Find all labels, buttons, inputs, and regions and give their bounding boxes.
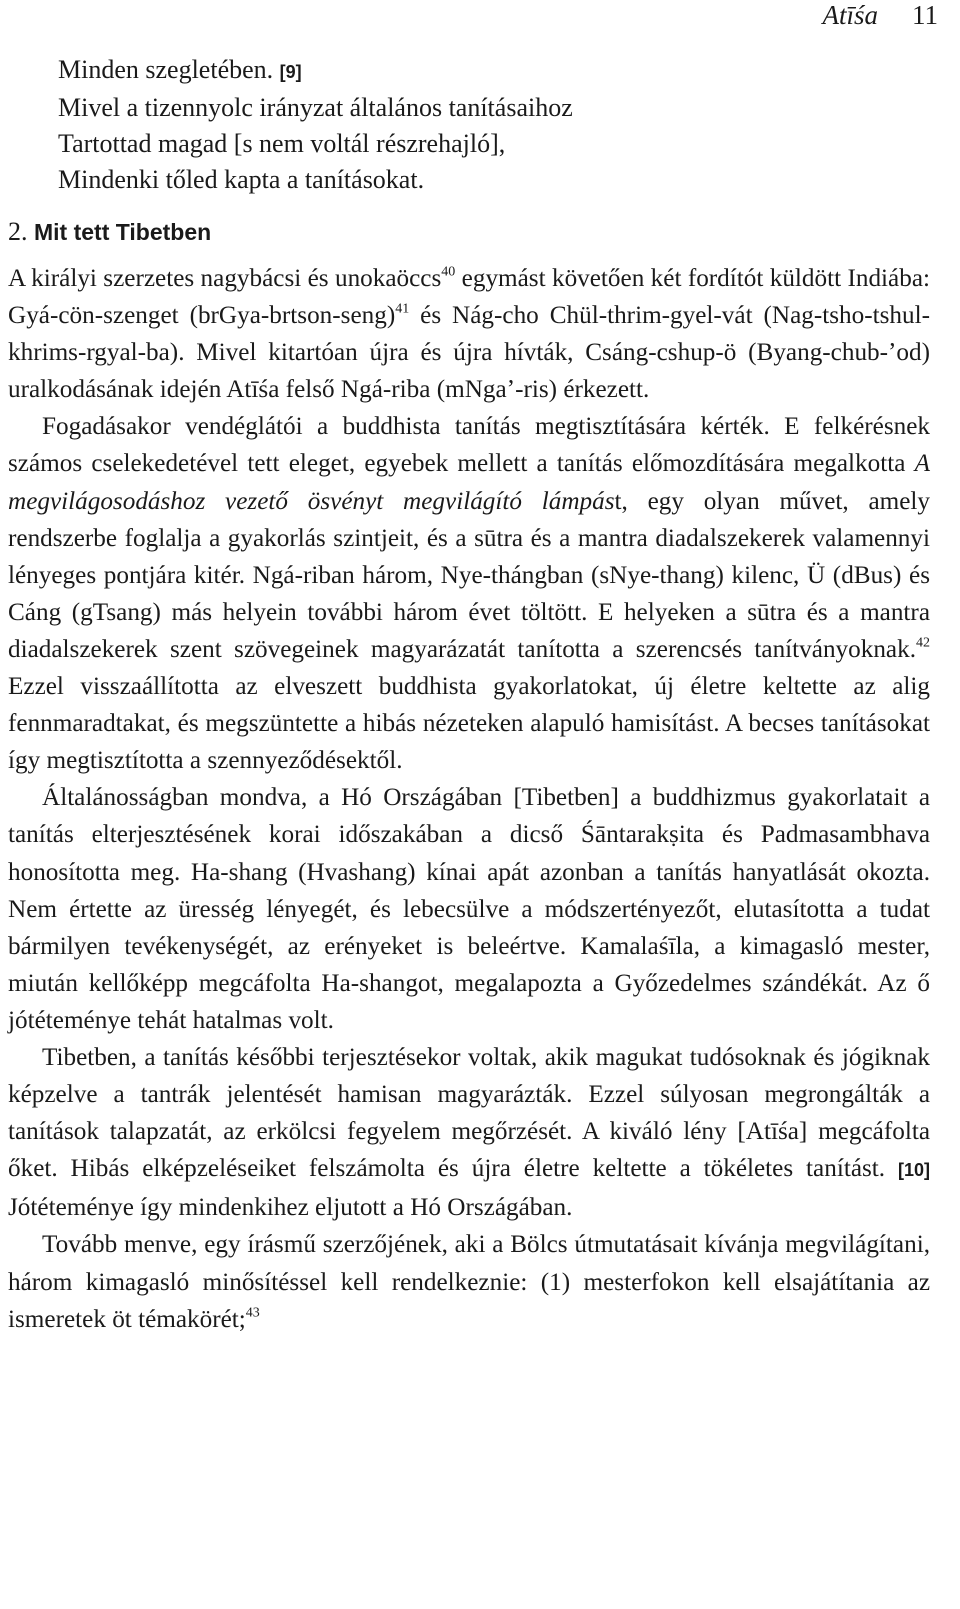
text-run: Jótéteménye így mindenkihez eljutott a Hó Országában. [8,1194,573,1222]
text-run: A királyi szerzetes nagybácsi és unokaöccs [8,265,442,292]
paragraph [8,1226,930,1337]
page-number: 11 [912,0,938,30]
running-head-title: Atīśa [822,0,878,30]
paragraph: Általánosságban mondva, a Hó Országában [Tibetben] a buddhizmus gyakorlatait a tanítás elterjesztésének korai időszakában a dicső Śāntarakṣita és Padmasambhava honosította meg. Ha-shang (Hvashang) kínai apát azonban a tanítás hanyatlását okozta. Nem értette az üresség lényegét, és lebecsülve a módszertényezőt, elutasította a tudat bármilyen tevékenységét, az erényeket is beleértve. Kamalaśīla, a kimagasló mester, miután kellőképp megcáfolta Ha-shangot, megalapozta a Győzedelmes szándékát. Az ő jótéteménye tehát hatalmas volt. [8,784,930,1034]
footnote-ref: 41 [395,301,410,317]
section-heading [8,214,908,250]
section-number: 2. [8,217,28,246]
text-run: Fogadásakor vendéglátói a buddhista tanítás megtisztítására kérték. E felkérésnek számos cselekedetével tett eleget, egyebek mellett a tanítás előmozdítására megalkotta [8,413,930,478]
footnote-ref: 42 [916,635,930,651]
text-run: Tibetben, a tanítás későbbi terjesztésekor voltak, akik magukat tudósoknak és jógiknak képzelve a tantrák jelentését hamisan magyarázták. Ezzel súlyosan megrongálták a tanítások talapzatát, az erkölcsi fegyelem megőrzését. A kiváló lény [Atīśa] megcáfolta őket. Hibás elképzeléseiket felszámolta és újra életre keltette a tökéletes tanítást. [8,1043,930,1183]
verse-line-text: Minden szegletében. [58,55,280,84]
paragraph [8,408,930,779]
text-run: és Nág-cho Chül-thrim-gyel-vát (Nag-tsho-tshul-khrims-rgyal-ba). Mivel kitartóan újra és újra hívták, Csáng-cshup-ö (Byang-chub-ʼod) uralkodásának idején Atīśa felső Ngá-riba (mNgaʼ-ris) érkezett. [8,302,930,404]
work-title: A megvilágosodáshoz vezető ösvényt megvilágító lámpás [8,450,930,515]
paragraph [8,260,930,408]
section-title: Mit tett Tibetben [34,219,212,245]
running-head [822,0,938,30]
text-run: t, egy olyan művet, amely rendszerbe foglalja a gyakorlás szintjeit, és a sūtra és a mantra diadalszekerek valamennyi lényeges pontjára kitér. Ngá-riban három, Nye-thángban (sNye-thang) kilenc, Ü (dBus) és Cáng (gTsang) más helyein további három évet töltött. E helyeken a sūtra és a mantra diadalszekerek szent szövegeinek magyarázatát tanította a szerencsés tanítványoknak. [8,487,931,663]
verse-line [58,52,918,90]
text-run: Ezzel visszaállította az elveszett buddhista gyakorlatokat, új életre keltette az alig fennmaradtakat, és megszüntette a hibás nézeteken alapuló hamisítást. A becses tanításokat így megtisztította a szennyeződésektől. [8,673,930,775]
paragraph [8,1039,930,1226]
page-marker: [9] [279,62,302,82]
verse-line: Mivel a tizennyolc irányzat általános tanításaihoz [58,93,573,122]
page-marker: [10] [897,1160,930,1181]
verse-block [58,52,918,198]
text-run: Tovább menve, egy írásmű szerzőjének, aki a Bölcs útmutatásait kívánja megvilágítani, három kimagasló minősítéssel kell rendelkeznie: (1) mesterfokon kell elsajátítania az ismeretek öt témakörét; [8,1231,930,1333]
body-text [8,260,930,1338]
footnote-ref: 43 [245,1305,260,1321]
verse-line: Tartottad magad [s nem voltál részrehajló], [58,129,506,158]
footnote-ref: 40 [441,264,456,280]
verse-line: Mindenki tőled kapta a tanításokat. [58,165,425,194]
text-run: egymást követően két fordítót küldött Indiába: Gyá-cön-szenget (brGya-brtson-seng) [8,265,930,330]
